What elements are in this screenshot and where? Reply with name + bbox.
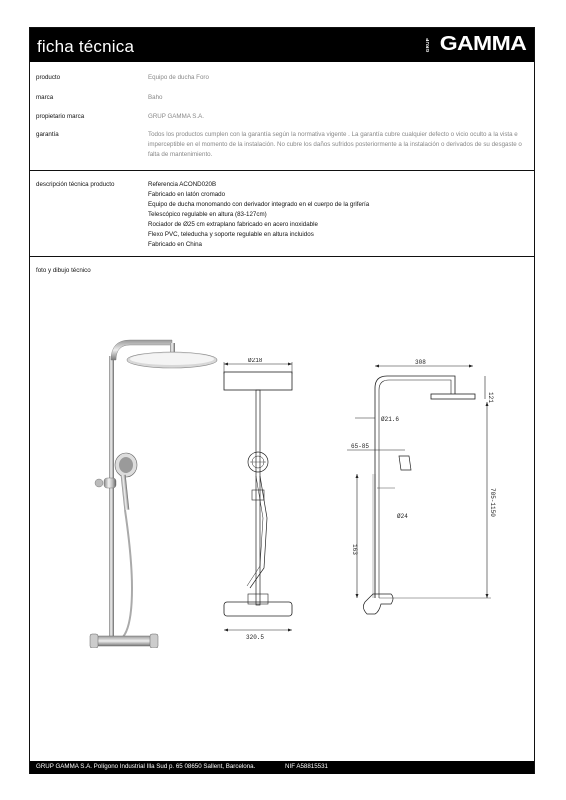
page-title: ficha técnica xyxy=(37,37,135,56)
logo-name: GAMMA xyxy=(439,33,526,55)
technical-line: Telescópico regulable en altura (83-127cm) xyxy=(148,211,267,218)
product-photo xyxy=(80,328,220,648)
row-value: Todos los productos cumplen con la garantía según la normativa vigente . La garantía cubre cualquier defecto o vicio oculto a la vista e imperceptible en el momento de la instalación. No cubre los daños sufridos posteriormente a la instalación o derivados de su desgaste o falta de mantenimiento. xyxy=(148,131,522,158)
dim-width-mixer: 320.5 xyxy=(246,634,265,641)
photo-label: foto y dibujo técnico xyxy=(36,267,91,274)
technical-line: Fabricado en China xyxy=(148,241,203,248)
row-value: Equipo de ducha Foro xyxy=(148,74,209,81)
divider xyxy=(30,256,534,257)
logo-prefix: GRUP xyxy=(425,38,430,53)
row-label: marca xyxy=(36,94,54,101)
technical-line: Rociador de Ø25 cm extraplano fabricado en acero inoxidable xyxy=(148,221,318,228)
footer-address: GRUP GAMMA S.A. Polígono Industrial Illa Sud p. 65 08650 Sallent, Barcelona. xyxy=(36,763,256,770)
row-label: producto xyxy=(36,74,61,81)
technical-line: Flexo PVC, teleducha y soporte regulable en altura incluidos xyxy=(148,231,314,238)
dim-total-height: 705-1150 xyxy=(489,488,496,517)
row-label: garantía xyxy=(36,131,59,138)
row-label: propietario marca xyxy=(36,113,85,120)
side-rain-head xyxy=(431,394,475,399)
side-drawing xyxy=(315,358,515,628)
dim-head-drop: 121 xyxy=(487,392,494,403)
pipe-outline xyxy=(375,376,455,598)
dim-bar-diameter: Ø24 xyxy=(397,513,408,520)
flexible-hose xyxy=(122,510,132,638)
hand-shower xyxy=(115,453,137,510)
row-value: Baho xyxy=(148,94,163,101)
technical-label: descripción técnica producto xyxy=(36,181,115,188)
header-bar xyxy=(30,28,534,62)
slider-bracket xyxy=(104,478,116,488)
technical-line: Referencia ACOND020B xyxy=(148,181,217,188)
row-value: GRUP GAMMA S.A. xyxy=(148,113,204,120)
dim-pipe-diameter: Ø21.6 xyxy=(381,416,400,423)
footer-bar xyxy=(30,761,534,774)
technical-line: Fabricado en latón cromado xyxy=(148,191,226,198)
front-drawing xyxy=(220,358,320,648)
dim-bar-height: 163 xyxy=(351,544,358,555)
dim-diameter-head: Ø218 xyxy=(248,358,263,364)
thermostatic-mixer xyxy=(94,636,154,646)
rain-head-outline xyxy=(224,372,292,390)
riser-pipe xyxy=(109,356,114,636)
dim-arm-length: 308 xyxy=(415,359,426,366)
side-mixer xyxy=(363,594,393,614)
technical-lines xyxy=(148,180,526,250)
spec-sheet xyxy=(29,27,535,774)
footer-nif: NIF A58815531 xyxy=(285,763,329,770)
dim-wall-distance: 65-85 xyxy=(351,443,370,450)
technical-line: Equipo de ducha monomando con derivador integrado en el cuerpo de la grifería xyxy=(148,201,370,208)
divider xyxy=(30,170,534,171)
